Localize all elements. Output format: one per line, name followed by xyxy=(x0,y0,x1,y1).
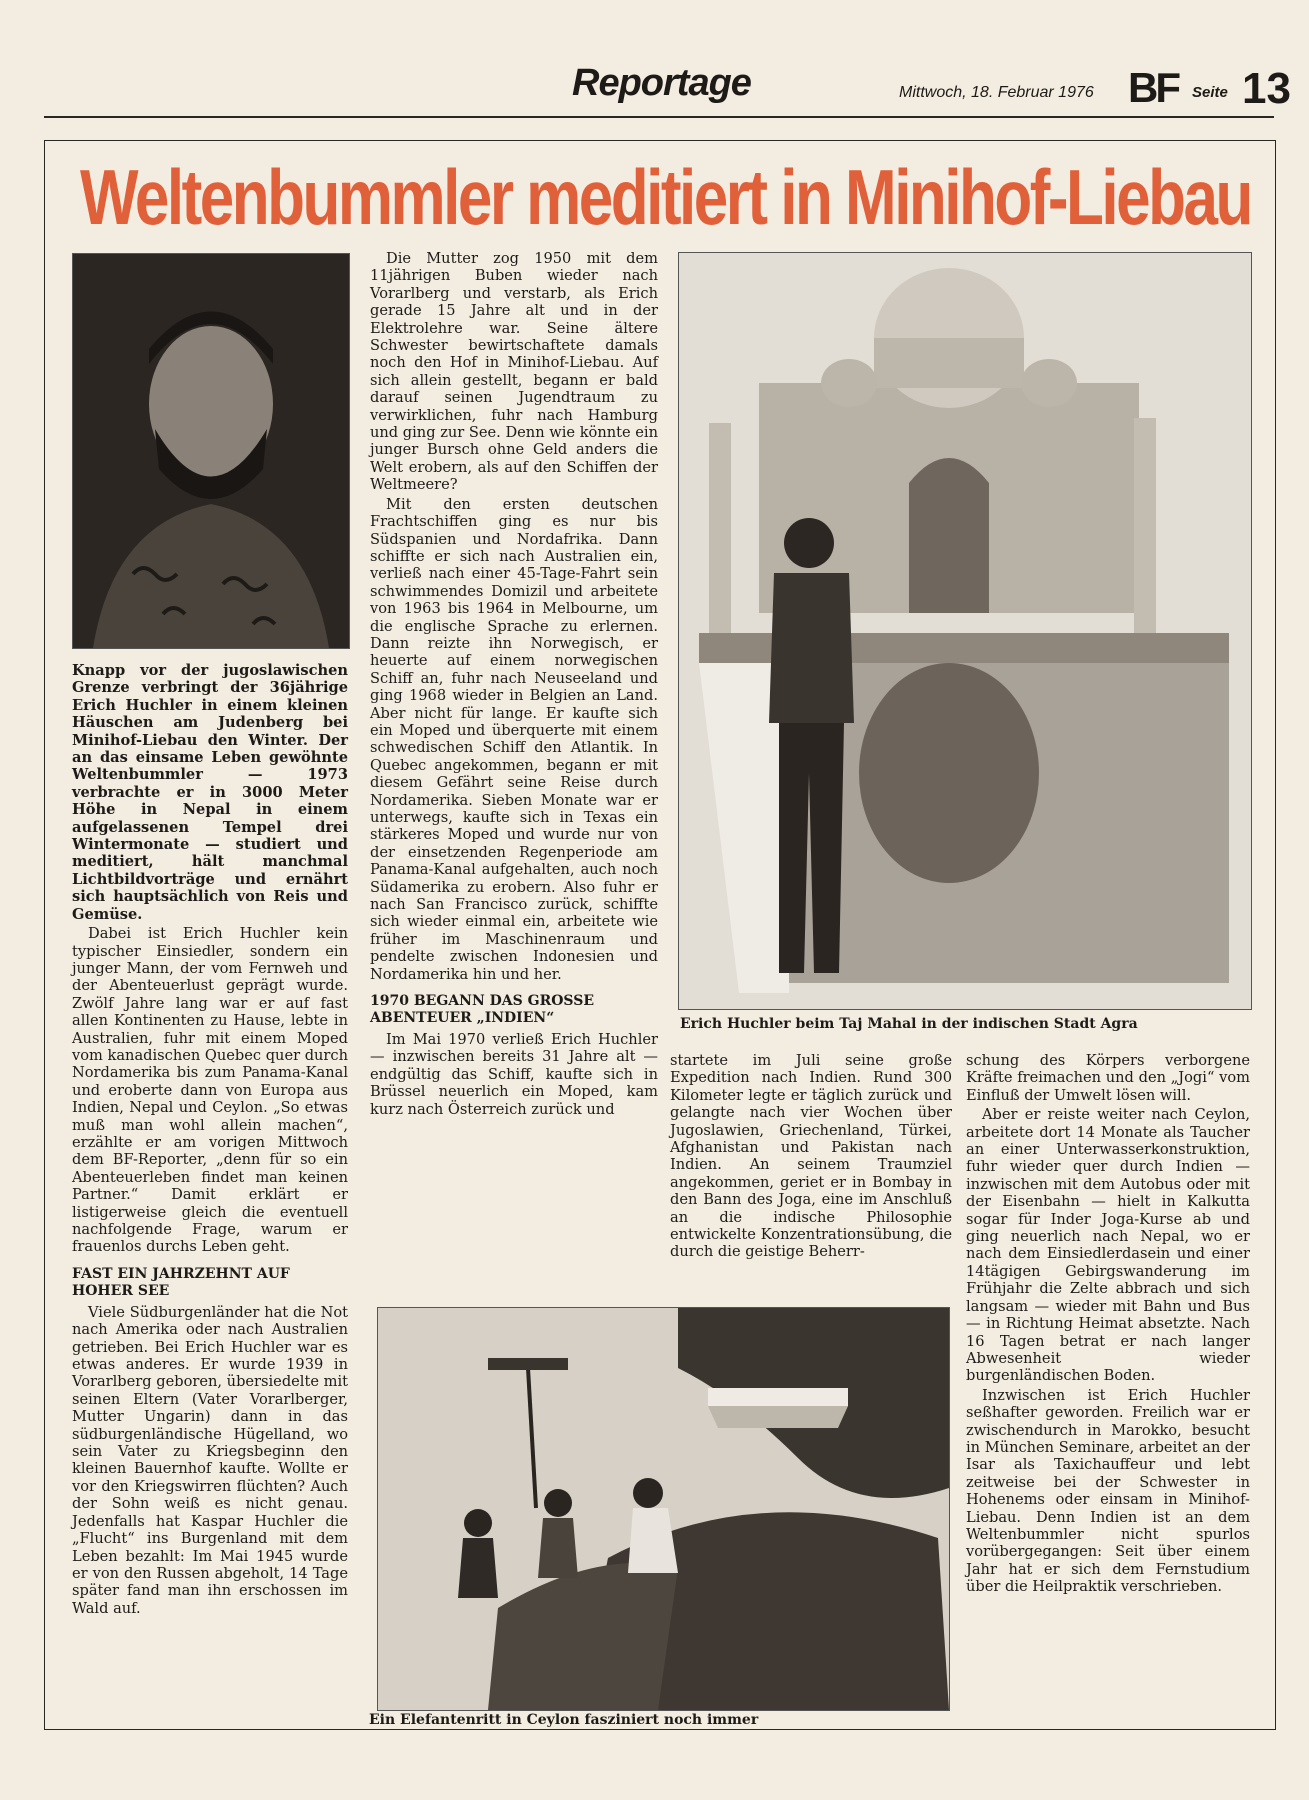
masthead xyxy=(44,58,1291,118)
issue-date: Mittwoch, 18. Februar 1976 xyxy=(899,84,1094,101)
paragraph: Mit den ersten deutschen Frachtschiffen ging es nur bis Südspanien und Nordafrika. Dann schiffte er sich nach Australien ein, verließ nach einer 45-Tage-Fahrt sein schwimmendes Domizil und arbeitete von 1963 bis 1964 in Melbourne, um die englische Sprache zu erlernen. Dann reizte ihn Norwegisch, er heuerte auf einem norwegischen Schiff an, fuhr nach Neuseeland und ging 1968 wieder in Belgien an Land. Aber nicht für lange. Er kaufte sich ein Moped und überquerte mit einem schwedischen Schiff den Atlantik. In Quebec angekommen, begann er mit diesem Gefährt seine Reise durch Nordamerika. Sieben Monate war er unterwegs, kaufte sich in Texas ein stärkeres Moped und wurde nur von der einsetzenden Regenperiode am Panama-Kanal aufgehalten, auch noch Südamerika zu erobern. Also fuhr er nach San Francisco zurück, schiffte sich wieder einmal ein, arbeitete wie früher im Maschinenraum und pendelte zwischen Indonesien und Nordamerika hin und her. xyxy=(370,495,658,983)
paragraph: Inzwischen ist Erich Huchler seßhafter geworden. Freilich war er zwischendurch in Marokko, besucht in München Seminare, arbeitet an der Isar als Taxichauffeur und lebt zeitweise bei der Schwester in Hohenems oder einsam in Minihof-Liebau. Denn Indien ist an dem Weltenbummler nicht spurlos vorübergegangen: Seit über einem Jahr hat er sich dem Fernstudium über die Heilpraktik verschrieben. xyxy=(966,1386,1250,1596)
section-title: Reportage xyxy=(572,62,751,104)
subheading: FAST EIN JAHRZEHNT AUF HOHER SEE xyxy=(72,1265,290,1299)
page-number: 13 xyxy=(1242,64,1291,113)
paragraph: Viele Südburgenländer hat die Not nach Amerika oder nach Australien getrieben. Bei Erich Huchler war es etwas anderes. Er wurde 1939 in Vorarlberg geboren, übersiedelte mit seinen Eltern (Vater Vorarlberger, Mutter Ungarin) dann in das südburgenländische Hügelland, wo sein Vater zu Kriegsbeginn den kleinen Bauernhof kaufte. Wollte er vor den Kriegswirren flüchten? Auch der Sohn weiß es nicht genau. Jedenfalls hat Kaspar Huchler die „Flucht“ ins Burgenland mit dem Leben bezahlt: Im Mai 1945 wurde er von den Russen abgeholt, 14 Tage später fand man ihn erschossen im Wald auf. xyxy=(72,1303,348,1617)
elephant-illustration xyxy=(378,1308,949,1710)
taj-mahal-illustration xyxy=(679,253,1251,1009)
paragraph: Aber er reiste weiter nach Ceylon, arbeitete dort 14 Monate als Taucher an einer Unterwasserkonstruktion, fuhr wieder quer durch Indien — inzwischen mit dem Autobus oder mit der Eisenbahn — hielt in Kalkutta sogar für Inder Joga-Kurse ab und ging neuerlich nach Nepal, wo er nach dem Einsiedlerdasein und einer 14tägigen Gebirgswanderung im Frühjahr die Zelte abbrach und sich langsam — wieder mit Bahn und Bus — in Richtung Heimat absetzte. Nach 16 Tagen betrat er nach langer Abwesenheit wieder burgenländischen Boden. xyxy=(966,1106,1250,1385)
paragraph: schung des Körpers verborgene Kräfte freimachen und den „Jogi“ vom Einfluß der Umwelt lösen will. xyxy=(966,1052,1250,1104)
column-4 xyxy=(966,1052,1250,1598)
headline: Weltenbummler meditiert in Minihof-Liebau xyxy=(80,155,1251,242)
paper-logo: BF xyxy=(1128,64,1178,111)
paragraph: Im Mai 1970 verließ Erich Huchler — inzwischen bereits 31 Jahre alt — endgültig das Schiff, kaufte sich in Brüssel neuerlich ein Moped, kam kurz nach Österreich zurück und xyxy=(370,1031,658,1118)
column-2 xyxy=(370,250,658,1120)
portrait-illustration xyxy=(73,254,349,648)
paragraph: Die Mutter zog 1950 mit dem 11jährigen Buben wieder nach Vorarlberg und verstarb, als Erich gerade 15 Jahre alt und in der Elektrolehre war. Seine ältere Schwester bewirtschaftete damals noch den Hof in Minihof-Liebau. Auf sich allein gestellt, begann er bald darauf seinen Jugendtraum zu verwirklichen, fuhr nach Hamburg und ging zur See. Denn wie könnte ein junger Bursch ohne Geld anders die Welt erobern, als auf den Schiffen der Weltmeere? xyxy=(370,250,658,494)
subheading: 1970 BEGANN DAS GROSSE ABENTEUER „INDIEN“ xyxy=(370,993,594,1027)
elephant-photo xyxy=(377,1307,950,1711)
column-3 xyxy=(670,1052,952,1263)
paragraph: startete im Juli seine große Expedition nach Indien. Rund 300 Kilometer legte er täglich zurück und gelangte nach vier Wochen über Jugoslawien, Griechenland, Türkei, Afghanistan und Pakistan nach Indien. An seinem Traumziel angekommen, geriet er in Bombay in den Bann des Joga, eine im Anschluß an die indische Philosophie entwickelte Konzentrationsübung, die durch die geistige Beherr- xyxy=(670,1052,952,1261)
portrait-photo xyxy=(72,253,350,649)
elephant-caption: Ein Elefantenritt in Ceylon fasziniert noch immer xyxy=(369,1712,759,1728)
lead-paragraph: Knapp vor der jugoslawischen Grenze verbringt der 36jährige Erich Huchler in einem kleinen Häuschen am Judenberg bei Minihof-Liebau den Winter. Der an das einsame Leben gewöhnte Weltenbummler — 1973 verbrachte er in 3000 Meter Höhe in Nepal in einem aufgelassenen Tempel drei Wintermonate — studiert und meditiert, hält manchmal Lichtbildvorträge und ernährt sich hauptsächlich von Reis und Gemüse. xyxy=(72,662,348,923)
paragraph: Dabei ist Erich Huchler kein typischer Einsiedler, sondern ein junger Mann, der vom Fernweh und der Abenteuerlust geprägt wurde. Zwölf Jahre lang war er auf fast allen Kontinenten zu Hause, lebte in Australien, fuhr mit einem Moped vom kanadischen Quebec quer durch Nordamerika bis zum Panama-Kanal und eroberte dann von Europa aus Indien, Nepal und Ceylon. „So etwas muß man wohl allein machen“, erzählte er am vorigen Mittwoch dem BF-Reporter, „denn für so ein Abenteuerleben findet man keinen Partner.“ Damit erklärt er listigerweise gleich die eventuell nachfolgende Frage, warum er frauenlos durchs Leben geht. xyxy=(72,925,348,1256)
taj-mahal-caption: Erich Huchler beim Taj Mahal in der indischen Stadt Agra xyxy=(680,1016,1138,1032)
column-1 xyxy=(72,662,348,1619)
page-label: Seite xyxy=(1192,84,1228,101)
taj-mahal-photo xyxy=(678,252,1252,1010)
